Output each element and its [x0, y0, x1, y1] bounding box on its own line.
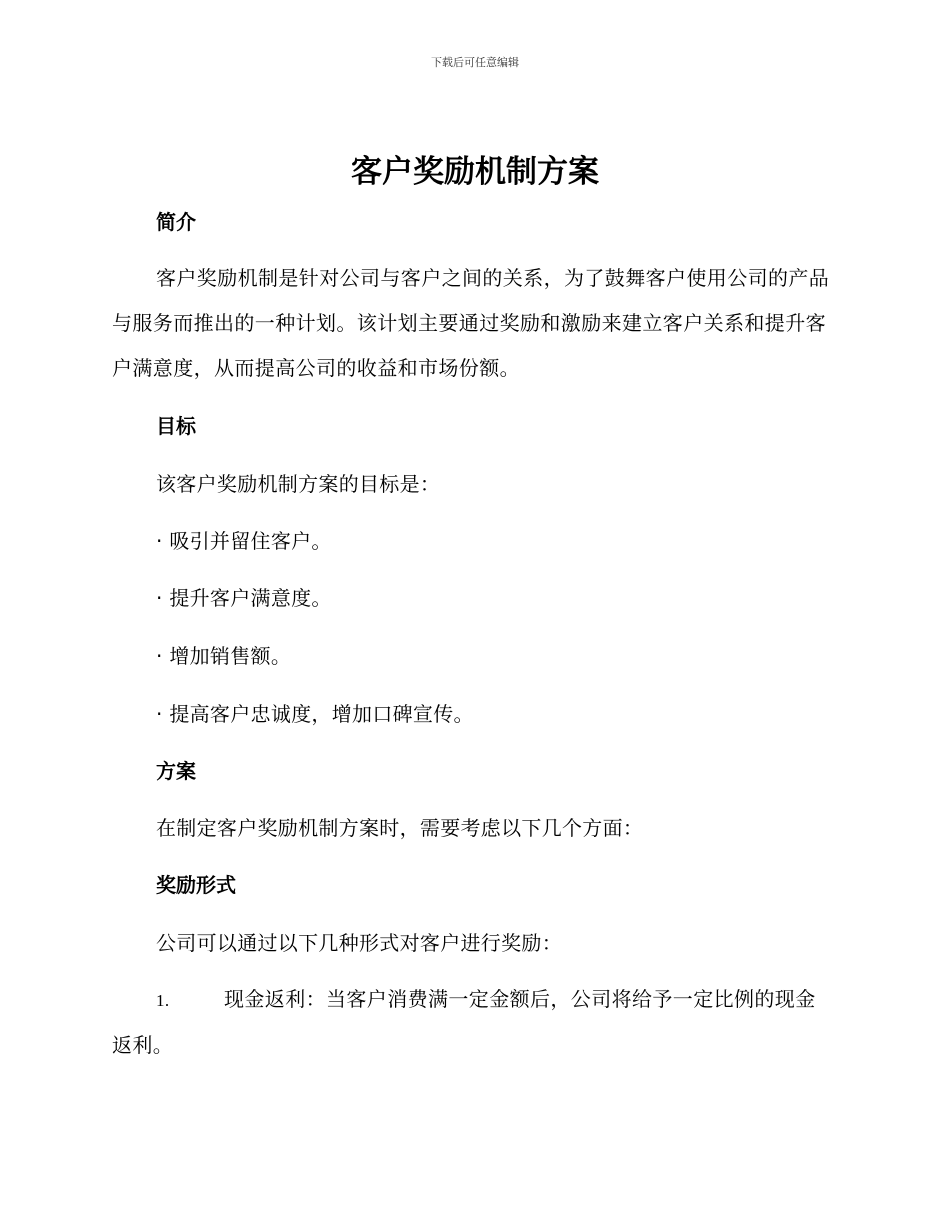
goal-item: · 增加销售额。 — [156, 644, 292, 668]
goals-heading: 目标 — [156, 414, 196, 438]
intro-heading: 简介 — [156, 210, 196, 234]
goal-item: · 提升客户满意度。 — [156, 586, 332, 610]
reward-forms-heading: 奖励形式 — [156, 873, 236, 897]
goal-item: · 提高客户忠诚度，增加口碑宣传。 — [156, 702, 474, 726]
plan-lead: 在制定客户奖励机制方案时，需要考虑以下几个方面： — [156, 816, 644, 840]
reward-form-item — [112, 977, 834, 1068]
item-text: 现金返利：当客户消费满一定金额后，公司将给予一定比例的现金返利。 — [112, 987, 816, 1057]
item-number: 1. — [156, 991, 170, 1010]
goals-lead: 该客户奖励机制方案的目标是： — [156, 472, 441, 496]
goal-item: · 吸引并留住客户。 — [156, 529, 332, 553]
plan-heading: 方案 — [156, 759, 196, 783]
document-title: 客户奖励机制方案 — [351, 154, 599, 190]
header-note: 下载后可任意编辑 — [431, 56, 519, 69]
reward-forms-lead: 公司可以通过以下几种形式对客户进行奖励： — [156, 931, 562, 955]
intro-paragraph: 客户奖励机制是针对公司与客户之间的关系，为了鼓舞客户使用公司的产品与服务而推出的一种计划。该计划主要通过奖励和激励来建立客户关系和提升客户满意度，从而提高公司的收益和市场份额。 — [112, 266, 830, 380]
